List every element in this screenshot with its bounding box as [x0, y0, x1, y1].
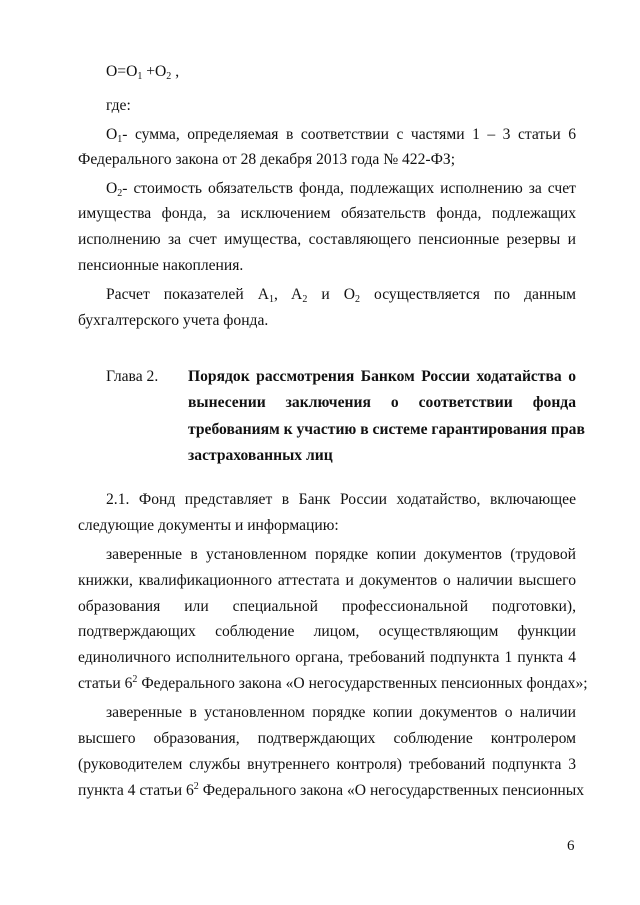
item-1-line-5: единоличного исполнительного органа, требований подпункта 1 пункта 4 — [78, 649, 576, 666]
clause-2-1-line-1: 2.1. Фонд представляет в Банк России ходатайство, включающее — [106, 491, 576, 508]
chapter-title-line-4: застрахованных лиц — [188, 447, 333, 464]
item-1-line-1: заверенные в установленном порядке копии документов (трудовой — [106, 546, 576, 563]
item-1-line-3: образования или специальной профессиональной подготовки), — [78, 598, 576, 615]
chapter-title-line-3: требованиям к участию в системе гарантирования прав — [188, 421, 585, 438]
o2-definition-line-4: пенсионные накопления. — [78, 257, 244, 274]
item-2-line-4: пункта 4 статьи $6^2$ Федерального закона «О негосударственных пенсионных — [78, 781, 585, 799]
formula: $O=O_1 +O_2$ , — [106, 63, 180, 82]
clause-2-1-line-2: следующие документы и информацию: — [78, 517, 339, 534]
item-1-line-6: статьи $6^2$ Федерального закона «О негосударственных пенсионных фондах»; — [78, 674, 588, 692]
where-label: где: — [106, 97, 131, 114]
item-2-line-2: высшего образования, подтверждающих соблюдение контролером — [78, 730, 576, 747]
item-1-line-2: книжки, квалификационного аттестата и документов о наличии высшего — [78, 572, 576, 589]
o1-definition-line-2: Федерального закона от 28 декабря 2013 года № 422-ФЗ; — [78, 151, 456, 168]
o2-definition-line-1: $O_2-$ стоимость обязательств фонда, подлежащих исполнению за счет — [106, 180, 576, 199]
chapter-title-line-2: вынесении заключения о соответствии фонда — [188, 394, 576, 411]
o2-definition-line-3: исполнению за счет имущества, составляющего пенсионные резервы и — [78, 231, 576, 248]
item-2-line-1: заверенные в установленном порядке копии документов о наличии — [106, 704, 576, 721]
item-2-line-3: (руководителем службы внутреннего контроля) требований подпункта 3 — [78, 756, 576, 773]
chapter-title-line-1: Порядок рассмотрения Банком России ходатайства о — [188, 368, 576, 385]
o1-definition-line-1: $O_1-$ сумма, определяемая в соответствии с частями 1 – 3 статьи 6 — [106, 126, 576, 145]
page-number: 6 — [567, 838, 575, 854]
calculation-line-1: Расчет показателей $A_1$, $A_2$ и $O_2$ осуществляется по данным — [106, 286, 576, 305]
calculation-line-2: бухгалтерского учета фонда. — [78, 312, 269, 329]
chapter-number: Глава 2. — [106, 368, 159, 385]
o2-definition-line-2: имущества фонда, за исключением обязательств фонда, подлежащих — [78, 205, 576, 222]
item-1-line-4: подтверждающих соблюдение лицом, осуществляющим функции — [78, 623, 576, 640]
